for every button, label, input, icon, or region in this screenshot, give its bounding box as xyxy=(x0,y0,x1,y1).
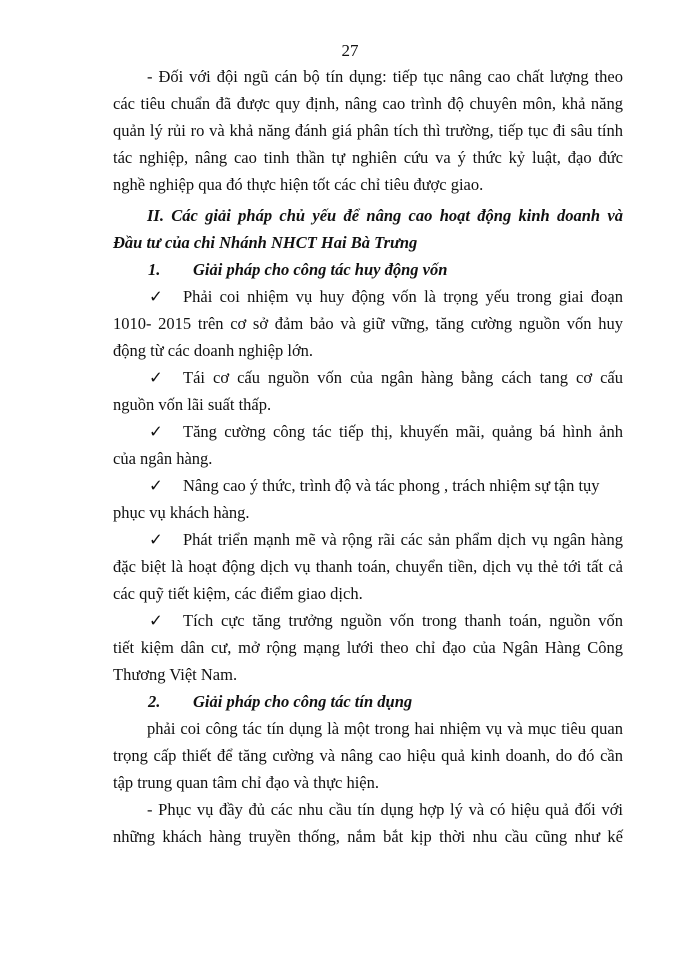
subheading-capital-mobilization xyxy=(113,256,623,283)
subheading-number: 1. xyxy=(148,260,161,279)
heading-line: II. Các giải pháp chủ yếu để nâng cao hoạt động kinh doanh và xyxy=(147,206,623,225)
check-icon: ✓ xyxy=(149,287,163,306)
paragraph-credit-work xyxy=(113,715,623,796)
bullet-text: Phải coi nhiệm vụ huy động vốn là trọng yếu trong giai đoạn xyxy=(183,287,623,306)
bullet-text: Tích cực tăng trưởng nguồn vốn trong thanh toán, nguồn vốn xyxy=(183,611,623,630)
check-icon: ✓ xyxy=(149,611,163,630)
text-line: - Phục vụ đầy đủ các nhu cầu tín dụng hợp lý và có hiệu quả đối với xyxy=(147,800,623,819)
text-line: tập trung quan tâm chỉ đạo và thực hiện. xyxy=(113,773,379,792)
text-line: nghề nghiệp qua đó thực hiện tốt các chỉ tiêu được giao. xyxy=(113,175,484,194)
heading-line: Đầu tư của chi Nhánh NHCT Hai Bà Trưng xyxy=(113,233,418,252)
subheading-credit xyxy=(113,688,623,715)
text-line: phải coi công tác tín dụng là một trong hai nhiệm vụ và mục tiêu quan xyxy=(147,719,623,738)
bullet-text: Thương Việt Nam. xyxy=(113,665,238,684)
bullet-text: tiết kiệm dân cư, mở rộng mạng lưới theo chỉ đạo của Ngân Hàng Công xyxy=(113,638,623,657)
bullet-text: của ngân hàng. xyxy=(113,449,213,468)
bullet-text: 1010- 2015 trên cơ sở đảm bảo và giữ vững, tăng cường nguồn vốn huy xyxy=(113,314,623,333)
subheading-title: Giải pháp cho công tác huy động vốn xyxy=(193,260,448,279)
paragraph-credit-needs xyxy=(113,796,623,850)
bullet-text: phục vụ khách hàng. xyxy=(113,503,250,522)
page-content xyxy=(113,63,623,850)
text-line: những khách hàng truyền thống, nắm bắt kịp thời nhu cầu cũng như kế xyxy=(113,827,623,846)
subheading-title: Giải pháp cho công tác tín dụng xyxy=(193,692,413,711)
check-icon: ✓ xyxy=(149,530,163,549)
bullet-item xyxy=(113,418,623,472)
page-number: 27 xyxy=(341,41,359,60)
bullet-item xyxy=(113,283,623,364)
text-line: - Đối với đội ngũ cán bộ tín dụng: tiếp tục nâng cao chất lượng theo xyxy=(147,67,623,86)
section-heading xyxy=(113,202,623,256)
check-icon: ✓ xyxy=(149,368,163,387)
bullet-item xyxy=(113,472,623,526)
bullet-text: Tái cơ cấu nguồn vốn của ngân hàng bằng cách tang cơ cấu xyxy=(183,368,623,387)
text-line: trọng cấp thiết để tăng cường và nâng cao hiệu quả kinh doanh, do đó cần xyxy=(113,746,623,765)
bullet-item xyxy=(113,364,623,418)
text-line: quản lý rủi ro và khả năng đánh giá phân tích thì trường, tiếp tục đi sâu tính xyxy=(113,121,623,140)
bullet-text: đặc biệt là hoạt động dịch vụ thanh toán, chuyển tiền, dịch vụ thẻ tới tất cả xyxy=(113,557,623,576)
bullet-item xyxy=(113,607,623,688)
bullet-text: Nâng cao ý thức, trình độ và tác phong , trách nhiệm sự tận tụy xyxy=(183,476,600,495)
bullet-text: nguồn vốn lãi suất thấp. xyxy=(113,395,272,414)
bullet-item xyxy=(113,526,623,607)
text-line: tác nghiệp, nâng cao tinh thần tự nghiên cứu va ý thức kỷ luật, đạo đức xyxy=(113,148,623,167)
subheading-number: 2. xyxy=(148,692,161,711)
check-icon: ✓ xyxy=(149,422,163,441)
paragraph-credit-staff xyxy=(113,63,623,198)
bullet-text: động từ các doanh nghiệp lớn. xyxy=(113,341,314,360)
bullet-text: Phát triển mạnh mẽ và rộng rãi các sản phẩm dịch vụ ngân hàng xyxy=(183,530,623,549)
text-line: các tiêu chuẩn đã được quy định, nâng cao trình độ chuyên môn, khả năng xyxy=(113,94,623,113)
bullet-text: Tăng cường công tác tiếp thị, khuyến mãi, quảng bá hình ảnh xyxy=(183,422,623,441)
check-icon: ✓ xyxy=(149,476,163,495)
bullet-text: các quỹ tiết kiệm, các điểm giao dịch. xyxy=(113,584,363,603)
